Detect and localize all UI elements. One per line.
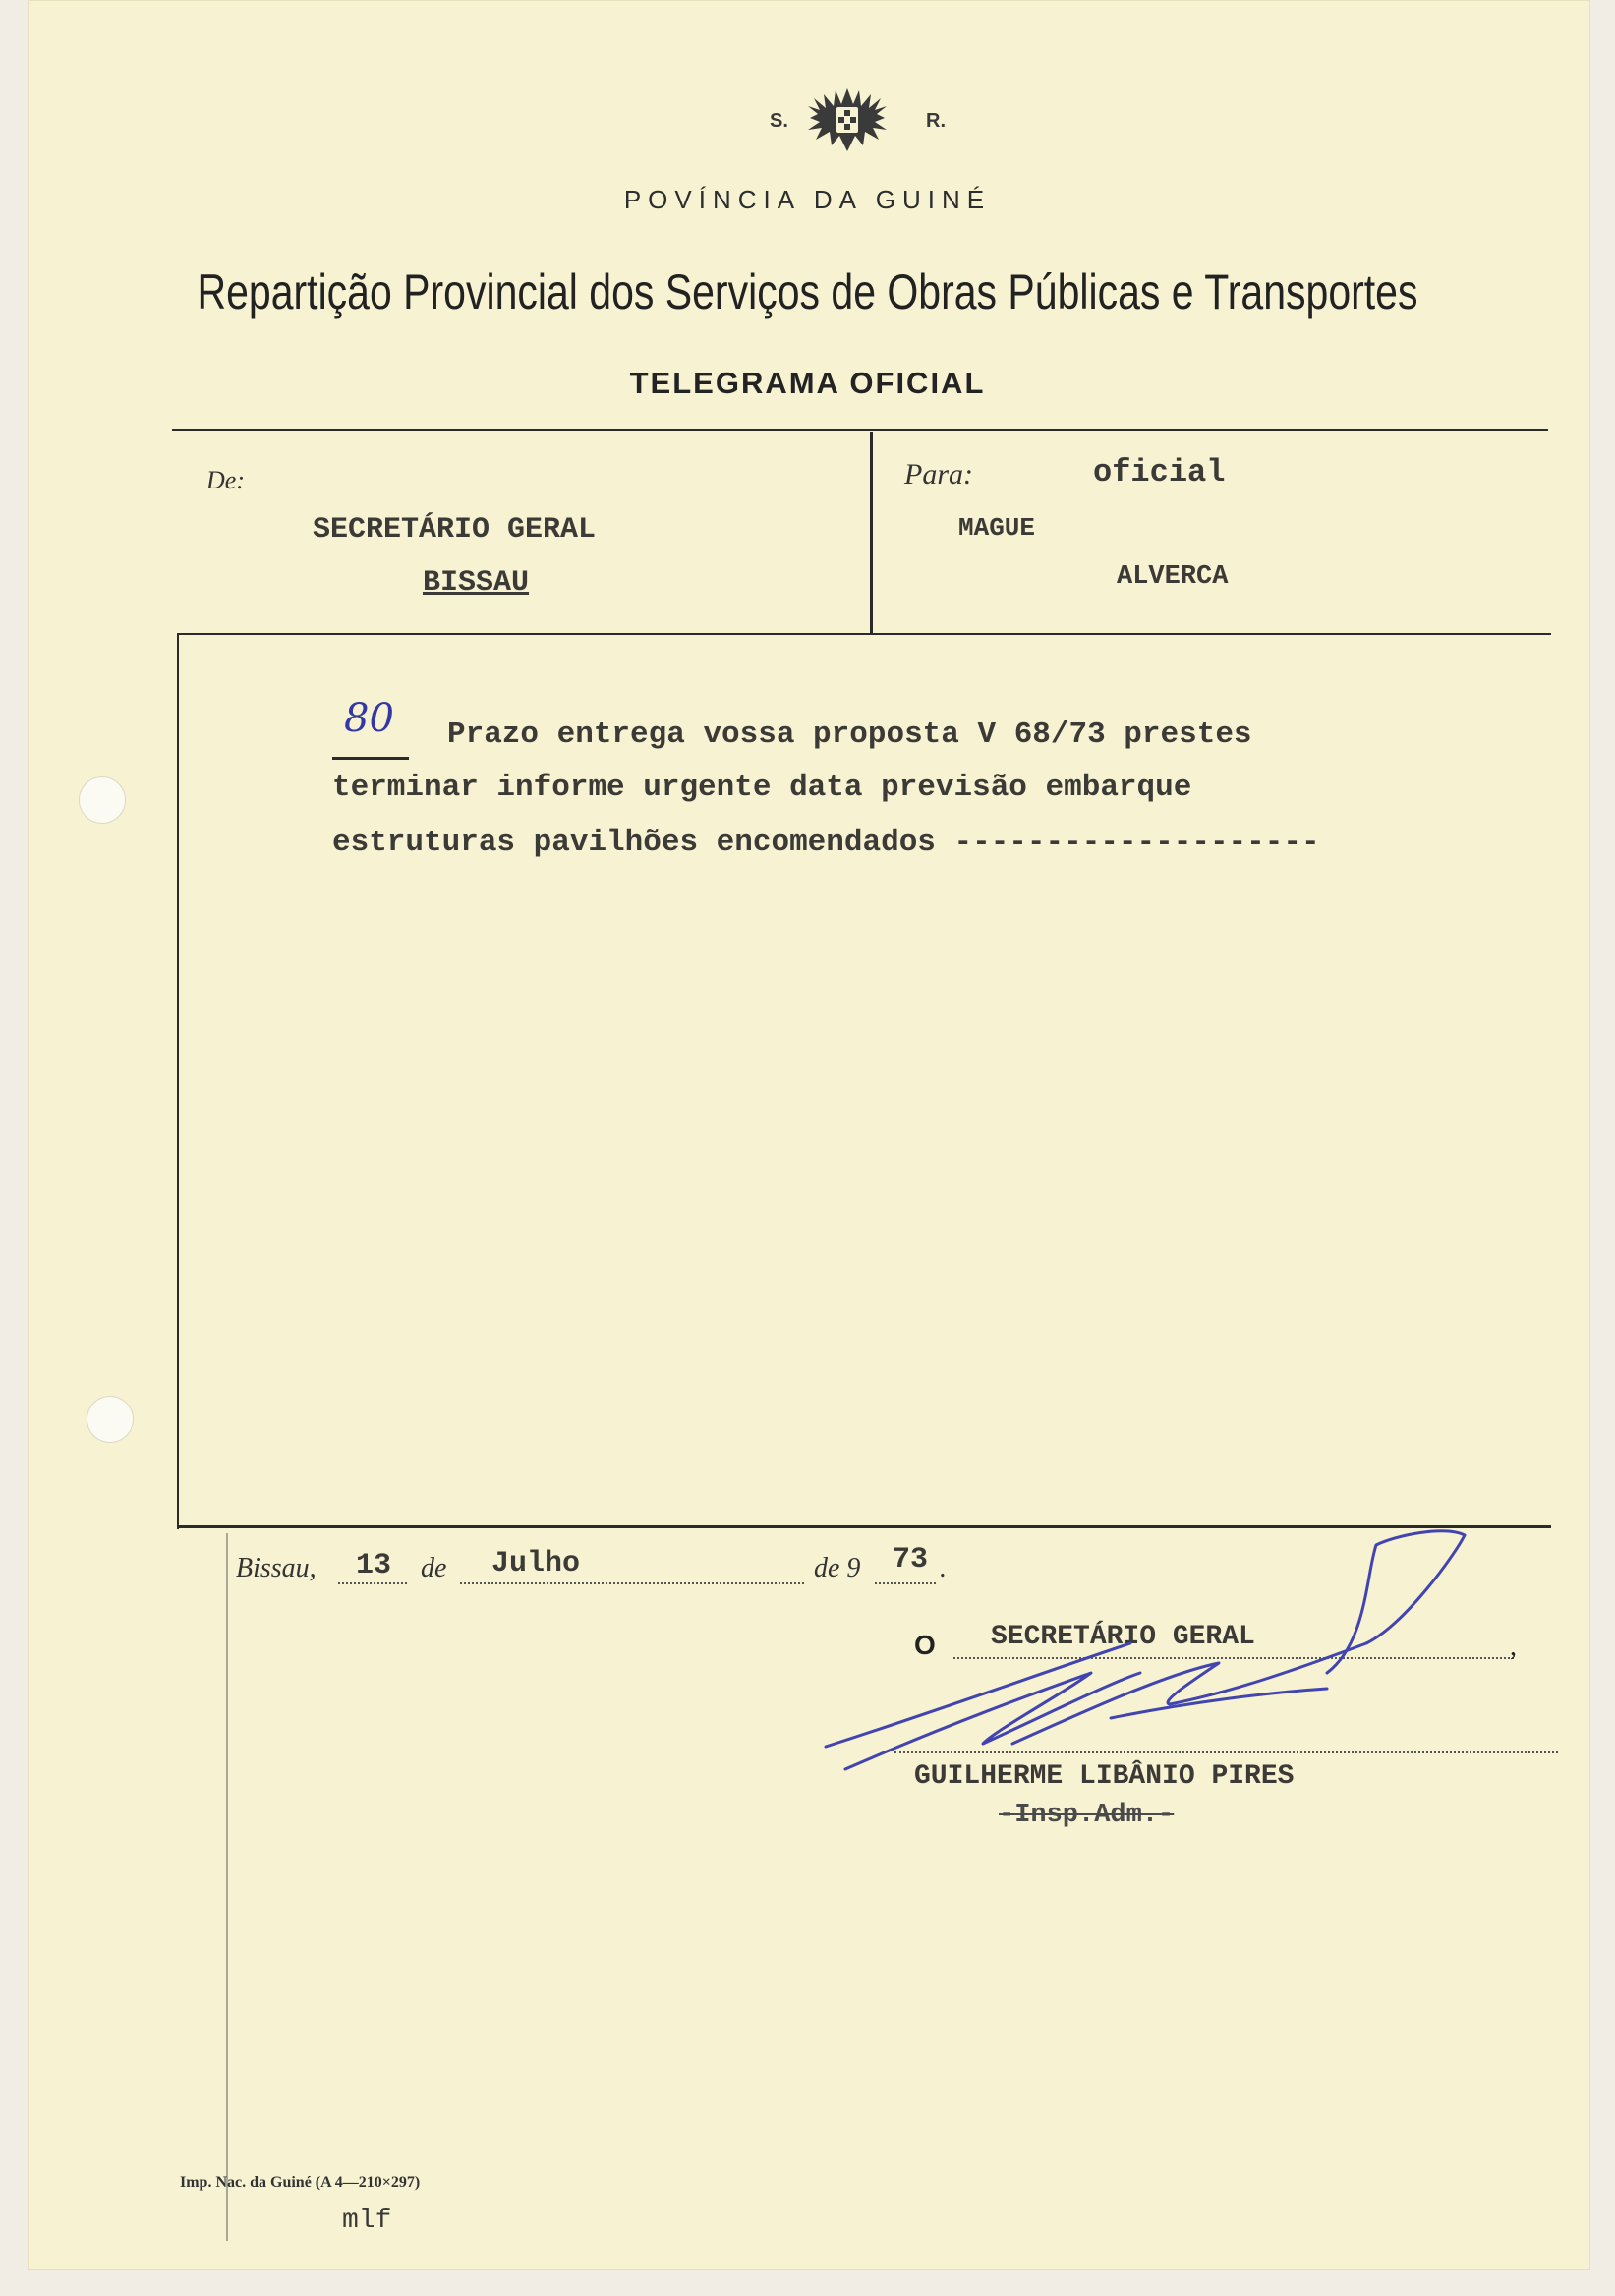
signature-name-line [894,1751,1558,1753]
date-month: Julho [491,1547,581,1580]
date-day-line [338,1582,407,1584]
date-place: Bissau, [236,1553,317,1583]
date-de-1: de [421,1553,447,1583]
to-location: ALVERCA [1117,562,1229,592]
left-mark: S. [770,110,788,132]
signatory-name: GUILHERME LIBÂNIO PIRES [914,1761,1295,1792]
printer-imprint: Imp. Nac. da Guiné (A 4—210×297) [180,2174,421,2191]
number-underline [332,757,409,760]
province-heading: POVÍNCIA DA GUINÉ [623,185,992,214]
date-period: . [940,1553,947,1583]
right-mark: R. [926,110,946,132]
handwritten-number: 80 [344,696,394,741]
date-month-line [460,1582,804,1584]
date-de-2: de 9 [814,1553,861,1583]
document-type: TELEGRAMA OFICIAL [629,366,986,400]
date-year: 73 [893,1543,929,1577]
to-label: Para: [904,458,973,490]
signature-prefix: O [914,1630,936,1660]
box-top-rule [172,429,1548,431]
department-heading: Repartição Provincial dos Serviços de Obras Públicas e Transportes [197,264,1418,319]
signature-title: SECRETÁRIO GERAL [991,1622,1255,1652]
box-divider [870,432,873,635]
from-sender: SECRETÁRIO GERAL [313,513,597,546]
signature-comma: , [1510,1632,1517,1662]
struck-title: -Insp.Adm.- [999,1801,1175,1830]
date-day: 13 [356,1549,392,1582]
to-type: oficial [1093,454,1226,490]
from-label: De: [206,466,245,494]
coat-of-arms-icon [806,85,889,159]
punch-hole-lower [87,1396,134,1443]
from-location: BISSAU [423,566,530,600]
margin-crease [226,1533,228,2241]
box-bottom-rule [177,633,1551,635]
message-line-3: estruturas pavilhões encomendados -------------------- [332,826,1320,860]
typist-initials: mlf [342,2206,392,2236]
punch-hole-top [79,776,126,824]
message-left-rule [177,635,179,1529]
telegram-sheet [28,0,1590,2270]
message-line-1: Prazo entrega vossa proposta V 68/73 prestes [447,718,1252,752]
to-recipient: MAGUE [958,513,1036,543]
message-line-2: terminar informe urgente data previsão embarque [332,771,1192,805]
